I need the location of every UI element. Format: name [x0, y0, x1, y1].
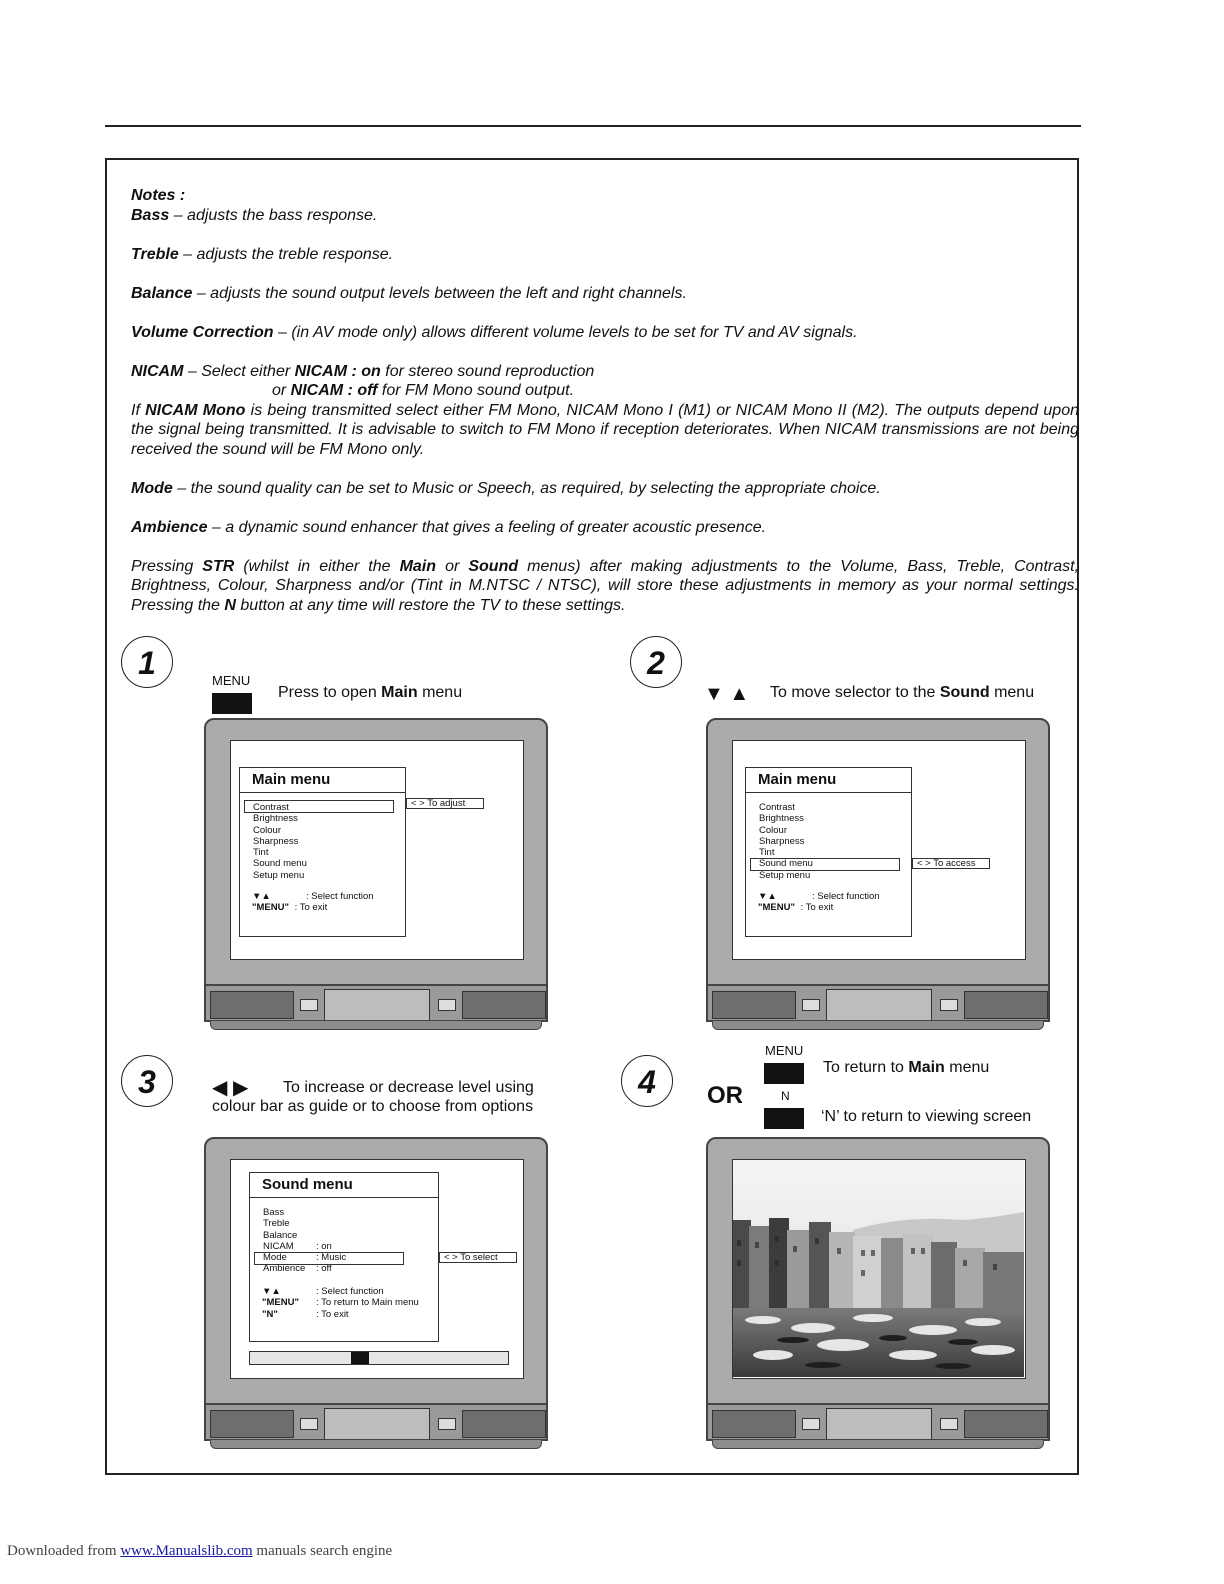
tv-step-1: [204, 718, 548, 1036]
str-text-3: or: [436, 557, 469, 575]
help-exit: : To exit: [292, 902, 328, 913]
str-n: N: [224, 596, 236, 614]
help-keys: ▼▲ "MENU" "N": [262, 1286, 299, 1320]
bass-text: – adjusts the bass response.: [169, 206, 378, 224]
menu-title: Main menu: [240, 768, 405, 793]
step-4-instr-post: menu: [944, 1059, 990, 1076]
right-speaker: [964, 1410, 1048, 1438]
tv-step-2: [706, 718, 1050, 1036]
notes-heading: Notes :: [131, 187, 186, 204]
tv-base: [706, 1403, 1050, 1441]
right-speaker: [462, 991, 546, 1019]
step-4-instruction-1: [823, 1059, 989, 1077]
nicam-off: NICAM : off: [290, 382, 378, 399]
level-bar-marker[interactable]: [351, 1352, 369, 1364]
step-4-instr-pre: To return to: [823, 1059, 909, 1076]
tv-button: [438, 1418, 456, 1430]
str-text-1: Pressing: [131, 557, 203, 575]
step-3-instruction-line-1: To increase or decrease level using: [283, 1079, 534, 1096]
help-select-symbol: ▼▲: [252, 891, 271, 902]
balance-text: – adjusts the sound output levels between the left and right channels.: [192, 284, 687, 302]
tv-button: [802, 1418, 820, 1430]
str-text-4: menus) after making adjustments to the Volume, Bass, Treble, Contrast, Brightness, Colour, Sharpness and/or (Tint in M.NTSC / NTSC), will store these adjustments in memory as your normal settings. Pressing the: [131, 557, 1080, 614]
selection-highlight: [254, 1252, 404, 1265]
notes-section: [131, 186, 1079, 635]
top-rule: [105, 125, 1081, 127]
nicam-text: – Select either: [183, 362, 295, 380]
left-speaker: [712, 1410, 796, 1438]
step-2-instruction: [770, 684, 1034, 702]
selection-highlight: [750, 858, 900, 871]
left-speaker: [210, 991, 294, 1019]
tv-screen: [230, 1159, 524, 1379]
tv-screen: [732, 740, 1026, 960]
step-2-number: 2: [630, 636, 682, 688]
tv-stand: [712, 1439, 1044, 1449]
nicam-on: NICAM : on: [294, 362, 381, 380]
menu-title: Sound menu: [250, 1173, 438, 1198]
step-4-instr-bold: Main: [908, 1059, 945, 1076]
help-select: : Select function: [306, 891, 374, 902]
tv-button: [300, 1418, 318, 1430]
select-hint: < > To select: [439, 1252, 517, 1263]
help-menu-key: "MENU": [758, 902, 795, 913]
nicam-term: NICAM: [131, 362, 184, 380]
control-panel: [826, 1408, 932, 1440]
down-up-arrows-icon: ▼ ▲: [704, 683, 750, 705]
nicam-or: or: [272, 382, 291, 399]
tv-base: [706, 984, 1050, 1022]
level-bar[interactable]: [249, 1351, 509, 1365]
access-hint: < > To access: [912, 858, 990, 869]
tv-cabinet: [706, 718, 1050, 988]
menu-key-label: MENU: [765, 1043, 804, 1058]
treble-term: Treble: [131, 245, 179, 263]
mode-text: – the sound quality can be set to Music or Speech, as required, by selecting the appropriate choice.: [172, 479, 881, 497]
menu-key-label: MENU: [212, 673, 251, 688]
nicam-text-3: for FM Mono sound output.: [377, 382, 575, 399]
main-menu-panel: [239, 767, 406, 937]
right-speaker: [462, 1410, 546, 1438]
tv-base: [204, 984, 548, 1022]
tv-stand: [712, 1020, 1044, 1030]
step-2-instr-bold: Sound: [939, 684, 990, 701]
menu-title: Main menu: [746, 768, 911, 793]
tv-button: [940, 1418, 958, 1430]
tv-stand: [210, 1439, 542, 1449]
mode-term: Mode: [131, 479, 173, 497]
n-key-label: N: [781, 1089, 790, 1103]
left-speaker: [712, 991, 796, 1019]
nicam-mono-pre: If: [131, 401, 146, 419]
volcorr-term: Volume Correction: [131, 323, 274, 341]
menu-key-icon: [764, 1063, 804, 1084]
menu-items: Contrast Brightness Colour Sharpness Tint Sound menu Setup menu: [253, 802, 307, 881]
step-3-number: 3: [121, 1055, 173, 1107]
control-panel: [826, 989, 932, 1021]
or-label: OR: [707, 1082, 743, 1109]
tv-button: [802, 999, 820, 1011]
tv-step-3: [204, 1137, 548, 1455]
step-4-number: 4: [621, 1055, 673, 1107]
str-text-5: button at any time will restore the TV to these settings.: [235, 596, 626, 614]
tv-button: [300, 999, 318, 1011]
tv-cabinet: [706, 1137, 1050, 1407]
step-1-instr-pre: Press to open: [278, 684, 382, 701]
adjust-hint: < > To adjust: [406, 798, 484, 809]
download-footer: [7, 1543, 392, 1560]
control-panel: [324, 989, 430, 1021]
step-3-instruction-line-2: colour bar as guide or to choose from options: [212, 1098, 534, 1115]
footer-suffix: manuals search engine: [252, 1543, 393, 1559]
tv-step-4: [706, 1137, 1050, 1455]
menu-items: Contrast Brightness Colour Sharpness Tint Sound menu Setup menu: [759, 802, 813, 881]
step-1-instruction: [278, 684, 462, 702]
nicam-mono-term: NICAM Mono: [145, 401, 246, 419]
footer-prefix: Downloaded from: [7, 1543, 121, 1559]
step-4-instruction-2: ‘N’ to return to viewing screen: [821, 1108, 1032, 1125]
step-1-number: 1: [121, 636, 173, 688]
tv-screen-harbour-picture: [732, 1159, 1026, 1379]
tv-stand: [210, 1020, 542, 1030]
tv-screen: [230, 740, 524, 960]
help-select: : Select function: [812, 891, 880, 902]
main-menu-panel: [745, 767, 912, 937]
manualslib-link[interactable]: www.Manualslib.com: [120, 1543, 253, 1559]
sound-menu-items: Bass Treble Balance NICAM Mode Ambience: [263, 1207, 306, 1275]
harbour-scene-image: [733, 1160, 1024, 1377]
help-select-symbol: ▼▲: [758, 891, 777, 902]
nicam-mono-text: is being transmitted select either FM Mono, NICAM Mono I (M1) or NICAM Mono II (M2). The outputs depend upon the signal being transmitted. It is advisable to switch to FM Mono if reception deteriorates. When NICAM transmissions are not being received the sound will be FM Mono only.: [131, 401, 1079, 458]
step-2-instr-post: menu: [989, 684, 1035, 701]
control-panel: [324, 1408, 430, 1440]
help-exit: : To exit: [798, 902, 834, 913]
tv-cabinet: [204, 1137, 548, 1407]
left-speaker: [210, 1410, 294, 1438]
str-text-2: (whilst in either the: [234, 557, 400, 575]
n-key-icon: [764, 1108, 804, 1129]
bass-term: Bass: [131, 206, 170, 224]
sound-menu-panel: [249, 1172, 439, 1342]
nicam-text-2: for stereo sound reproduction: [380, 362, 595, 380]
right-speaker: [964, 991, 1048, 1019]
balance-term: Balance: [131, 284, 193, 302]
ambience-term: Ambience: [131, 518, 208, 536]
step-1-instr-bold: Main: [381, 684, 418, 701]
tv-cabinet: [204, 718, 548, 988]
tv-button: [940, 999, 958, 1011]
str-sound: Sound: [468, 557, 519, 575]
str-key: STR: [202, 557, 235, 575]
help-descriptions: : Select function : To return to Main menu : To exit: [316, 1286, 419, 1320]
volcorr-text: – (in AV mode only) allows different volume levels to be set for TV and AV signals.: [273, 323, 858, 341]
str-main: Main: [399, 557, 437, 575]
ambience-text: – a dynamic sound enhancer that gives a feeling of greater acoustic presence.: [207, 518, 767, 536]
tv-button: [438, 999, 456, 1011]
left-right-arrows-icon: ◀ ▶: [212, 1077, 249, 1099]
sound-menu-values: : on : Music : off: [316, 1240, 347, 1275]
step-1-instr-post: menu: [417, 684, 463, 701]
help-menu-key: "MENU": [252, 902, 289, 913]
treble-text: – adjusts the treble response.: [178, 245, 394, 263]
step-2-instr-pre: To move selector to the: [770, 684, 940, 701]
menu-key-icon: [212, 693, 252, 714]
tv-base: [204, 1403, 548, 1441]
